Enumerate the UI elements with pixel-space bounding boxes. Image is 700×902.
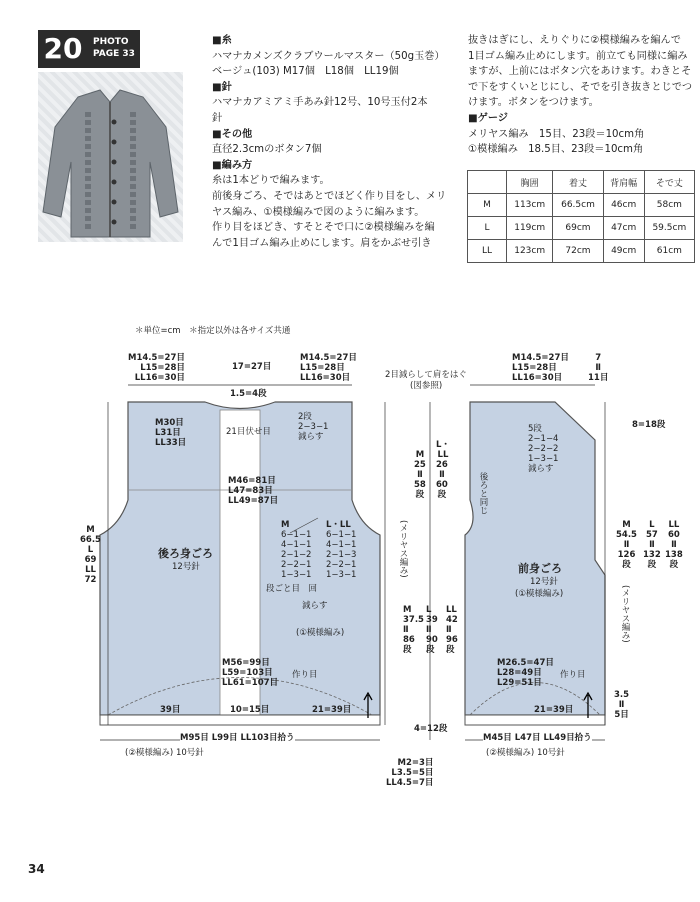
needle-line-2: 針 xyxy=(212,112,223,124)
front-hem-rib-2: Ⅱ xyxy=(618,700,625,710)
armhole-l-1: L・ xyxy=(436,440,450,450)
front-dec-4: 1−3−1 xyxy=(528,454,559,464)
neck-m: M2=3目 xyxy=(397,758,434,768)
front-height-m-1: M xyxy=(622,520,631,530)
size-table-header-cell: 胸囲 xyxy=(507,171,553,194)
front-shoulder-m: M14.5=27目 xyxy=(512,353,569,363)
yarn-line-1: ハマナカメンズクラブウールマスター（50g玉巻） xyxy=(212,50,445,62)
shoulder-decrease-label: 減らす xyxy=(298,432,324,442)
front-height-ll-3: Ⅱ xyxy=(671,540,677,550)
table-cell: 46cm xyxy=(603,194,644,217)
top-note-2: (図参照) xyxy=(410,381,443,391)
armhole-ll-label xyxy=(436,460,448,500)
side-l xyxy=(426,605,438,655)
bind-off-label: 21目伏せ目 xyxy=(226,427,271,437)
armhole-m-label xyxy=(414,450,426,500)
rib-height: 4=12段 xyxy=(414,724,448,734)
hem-mid: 10=15目 xyxy=(230,705,270,715)
hem-left: 39目 xyxy=(160,705,181,715)
front-height-ll-4: 138 xyxy=(665,550,683,560)
dec-m-5: 1−3−1 xyxy=(281,570,312,580)
unit-note: ＊単位=cm ＊指定以外は各サイズ共通 xyxy=(135,326,291,336)
front-height-l-3: Ⅱ xyxy=(649,540,655,550)
armhole-ll-3: 60 xyxy=(436,480,448,490)
needle-line-1: ハマナカアミアミ手あみ針12号、10号玉付2本 xyxy=(212,97,428,109)
method-cont-3: ますが、上前にはボタン穴をあけます。わきとそ xyxy=(468,66,692,78)
side-l-1: 39 xyxy=(426,615,438,625)
front-height-ll xyxy=(665,520,683,570)
back-height-l-val: 69 xyxy=(84,555,97,565)
back-bottom-ll: LL61=107目 xyxy=(222,678,279,688)
top-note: 2目減らして肩をはぐ xyxy=(385,370,467,380)
size-table-header-cell: 背肩幅 xyxy=(603,171,644,194)
front-bottom-m: M26.5=47目 xyxy=(497,658,554,668)
dec-l-2: 4−1−1 xyxy=(326,540,357,550)
dec-m-head: M xyxy=(281,520,290,530)
side-l-2: Ⅱ xyxy=(426,625,432,635)
front-bottom-ll: L29=51目 xyxy=(497,678,542,688)
method-cont-5: けます。ボタンをつけます。 xyxy=(468,97,599,109)
dec-m-4: 2−2−1 xyxy=(281,560,312,570)
neck-triangle-values xyxy=(386,758,433,788)
hem-right: 21=39目 xyxy=(312,705,352,715)
side-l-head: L xyxy=(426,605,432,615)
dec-m-3: 2−1−2 xyxy=(281,550,312,560)
armhole-l-2: LL xyxy=(437,450,449,460)
front-neck-width-1: 7 xyxy=(595,353,602,363)
gauge-line-1: メリヤス編み 15目、23段＝10cm角 xyxy=(468,128,645,140)
dec-label: 減らす xyxy=(302,601,328,611)
front-cast-on: 作り目 xyxy=(560,670,586,680)
side-m-2: Ⅱ xyxy=(403,625,409,635)
pattern-number-badge: 20 xyxy=(38,30,88,68)
back-bottom-l: L59=103目 xyxy=(222,668,273,678)
table-cell: 113cm xyxy=(507,194,553,217)
side-m-head: M xyxy=(403,605,412,615)
table-cell: 49cm xyxy=(603,240,644,263)
front-bottom-stitches xyxy=(497,658,554,688)
front-dec-2: 2−1−4 xyxy=(528,434,559,444)
size-table-header-cell: 着丈 xyxy=(553,171,603,194)
table-cell: 58cm xyxy=(644,194,694,217)
front-height-m-5: 段 xyxy=(622,560,631,570)
side-ll-4: 段 xyxy=(446,645,455,655)
side-l-3: 90 xyxy=(426,635,438,645)
side-ll-1: 42 xyxy=(446,615,458,625)
back-height-m: M xyxy=(86,525,95,535)
back-hem-total: M95目 L99目 LL103目拾う xyxy=(180,733,295,743)
back-height-ll-val: 72 xyxy=(84,575,97,585)
gauge-heading: ■ゲージ xyxy=(468,112,508,124)
dec-note: 段ごと目 回 xyxy=(266,584,318,594)
back-height-m-val: 66.5 xyxy=(80,535,101,545)
back-upper-l: L31目 xyxy=(155,428,181,438)
armhole-ll-1: 26 xyxy=(436,460,448,470)
side-ll-3: 96 xyxy=(446,635,458,645)
front-height-l-1: L xyxy=(649,520,655,530)
front-decrease xyxy=(528,424,558,474)
center-stitches-l: L47=83目 xyxy=(228,486,273,496)
method-line-3: ヤス編み、①模様編みで図のように編みます。 xyxy=(212,206,425,218)
front-hem: 21=39目 xyxy=(534,705,574,715)
method-cont-4: で下をすくいとじにし、そでを引き抜きとじでつ xyxy=(468,81,693,93)
front-height-l-4: 132 xyxy=(643,550,661,560)
dec-l-head: L・LL xyxy=(326,520,351,530)
shoulder-decrease xyxy=(298,412,328,442)
method-cont-2: 1目ゴム編み止めにします。前立ても同様に編み xyxy=(468,50,688,62)
side-m-1: 37.5 xyxy=(403,615,424,625)
side-m-4: 段 xyxy=(403,645,412,655)
back-upper-m: M30目 xyxy=(155,418,184,428)
back-shoulder-right-m: M14.5=27目 xyxy=(300,353,357,363)
back-neck-depth: 1.5=4段 xyxy=(230,389,267,399)
table-cell: M xyxy=(468,194,507,217)
front-height-m-2: 54.5 xyxy=(616,530,637,540)
front-shoulder-ll: LL16=30目 xyxy=(512,373,563,383)
back-shoulder-left-m: M14.5=27目 xyxy=(128,353,185,363)
other-line-1: 直径2.3cmのボタン7個 xyxy=(212,144,322,156)
front-neck-height: 8=18段 xyxy=(632,420,666,430)
yarn-heading: ■糸 xyxy=(212,35,232,46)
front-shoulder xyxy=(512,353,569,383)
armhole-ll-4: 段 xyxy=(437,490,447,500)
table-cell: 47cm xyxy=(603,217,644,240)
method-heading: ■編み方 xyxy=(212,159,253,171)
front-height-ll-5: 段 xyxy=(669,560,679,570)
armhole-ll-2: Ⅱ xyxy=(439,470,445,480)
front-height-m-4: 126 xyxy=(617,550,636,560)
table-cell: 119cm xyxy=(507,217,553,240)
page-number: 34 xyxy=(28,862,45,876)
armhole-m-1: M xyxy=(415,450,425,460)
method-line-1: 糸は1本どりで編みます。 xyxy=(212,175,330,187)
front-height-l xyxy=(643,520,661,570)
front-meriyasu-label: (メリヤス編み) xyxy=(620,585,630,643)
front-pattern: (①模様編み) xyxy=(515,589,564,599)
side-ll-head: LL xyxy=(446,605,457,615)
neck-l: L3.5=5目 xyxy=(391,768,434,778)
back-shoulder-left-l: L15=28目 xyxy=(140,363,185,373)
front-hem-label: (②模様編み) 10号針 xyxy=(486,748,565,758)
back-shoulder-left xyxy=(128,353,185,383)
table-cell: L xyxy=(468,217,507,240)
back-neck-width: 17=27目 xyxy=(232,362,272,372)
front-dec-5: 減らす xyxy=(528,464,554,474)
back-pattern-label: (①模様編み) xyxy=(296,628,345,638)
front-height-l-2: 57 xyxy=(645,530,658,540)
side-m xyxy=(403,605,424,655)
front-height-l-5: 段 xyxy=(647,560,657,570)
front-height-ll-2: 60 xyxy=(667,530,680,540)
table-cell: LL xyxy=(468,240,507,263)
table-cell: 66.5cm xyxy=(553,194,603,217)
back-hem-label: (②模様編み) 10号針 xyxy=(125,748,204,758)
back-decrease-l xyxy=(326,520,356,580)
front-dec-3: 2−2−2 xyxy=(528,444,559,454)
front-hem-rib xyxy=(465,715,605,725)
center-stitches-ll: LL49=87目 xyxy=(228,496,279,506)
side-ll-2: Ⅱ xyxy=(446,625,452,635)
dec-m-1: 6−1−1 xyxy=(281,530,312,540)
side-l-4: 段 xyxy=(426,645,435,655)
table-cell: 61cm xyxy=(644,240,694,263)
dec-m-2: 4−1−1 xyxy=(281,540,312,550)
yarn-line-2: ベージュ(103) M17個 L18個 LL19個 xyxy=(212,66,399,78)
badge-photo-label: PHOTO xyxy=(93,37,129,47)
front-height-m-3: Ⅱ xyxy=(623,540,630,550)
front-hem-rib-3: 5目 xyxy=(614,710,629,720)
method-line-2: 前後身ごろ、そではあとでほどく作り目をし、メリ xyxy=(212,190,447,202)
side-m-3: 86 xyxy=(403,635,415,645)
back-bottom-stitches xyxy=(222,658,278,688)
table-cell: 59.5cm xyxy=(644,217,694,240)
shoulder-decrease-rows: 2段 xyxy=(298,412,312,422)
front-neck-width xyxy=(588,353,608,383)
front-title: 前身ごろ xyxy=(518,562,562,575)
size-table-header-cell: そで丈 xyxy=(644,171,694,194)
dec-l-1: 6−1−1 xyxy=(326,530,357,540)
back-height-l: L xyxy=(87,545,94,555)
armhole-m-5: 段 xyxy=(415,490,425,500)
dec-l-5: 1−3−1 xyxy=(326,570,357,580)
back-shoulder-left-ll: LL16=30目 xyxy=(134,373,185,383)
front-hem-rib xyxy=(614,690,629,720)
method-line-5: んで1目ゴム編み止めにします。肩をかぶせ引き xyxy=(212,237,432,249)
gauge-line-2: ①模様編み 18.5目、23段＝10cm角 xyxy=(468,144,644,156)
back-upper-ll: LL33目 xyxy=(155,438,187,448)
armhole-m-3: Ⅱ xyxy=(417,470,423,480)
back-title: 後ろ身ごろ xyxy=(158,547,213,560)
front-hem-rib-1: 3.5 xyxy=(614,690,630,700)
back-height-ll: LL xyxy=(85,565,96,575)
front-height-m xyxy=(616,520,637,570)
back-shoulder-right-ll: LL16=30目 xyxy=(300,373,351,383)
shoulder-decrease-pattern: 2−3−1 xyxy=(298,422,329,432)
back-upper-stitches xyxy=(155,418,186,448)
same-as-back-label: 後ろと同じ xyxy=(478,472,488,515)
side-ll xyxy=(446,605,458,655)
back-shoulder-right-l: L15=28目 xyxy=(300,363,345,373)
neck-ll: LL4.5=7目 xyxy=(386,778,434,788)
badge-page-label: PAGE 33 xyxy=(93,49,135,59)
armhole-m-2: 25 xyxy=(414,460,426,470)
other-heading: ■その他 xyxy=(212,128,253,140)
front-hem-total: M45目 L47目 LL49目拾う xyxy=(483,733,592,743)
back-decrease-m xyxy=(281,520,311,580)
front-bottom-l: L28=49目 xyxy=(497,668,542,678)
dec-l-4: 2−2−1 xyxy=(326,560,357,570)
back-bottom-m: M56=99目 xyxy=(222,658,270,668)
table-cell: 123cm xyxy=(507,240,553,263)
center-stitches xyxy=(228,476,278,506)
back-needle: 12号針 xyxy=(172,562,200,572)
front-height-ll-1: LL xyxy=(668,520,680,530)
method-line-4: 作り目をほどき、すそとそで口に②模様編みを編 xyxy=(212,222,435,234)
armhole-l-label xyxy=(436,440,450,460)
table-cell: 69cm xyxy=(553,217,603,240)
back-hem-rib xyxy=(100,715,380,725)
center-stitches-m: M46=81目 xyxy=(228,476,276,486)
back-height-label xyxy=(80,525,101,585)
method-cont-1: 抜きはぎにし、えりぐりに②模様編みを編んで xyxy=(468,35,681,46)
front-needle: 12号針 xyxy=(530,577,558,587)
front-neck-width-3: 11目 xyxy=(588,373,609,383)
table-cell: 72cm xyxy=(553,240,603,263)
front-shoulder-l: L15=28目 xyxy=(512,363,557,373)
front-dec-1: 5段 xyxy=(528,424,542,434)
front-neck-width-2: Ⅱ xyxy=(595,363,601,373)
dec-l-3: 2−1−3 xyxy=(326,550,357,560)
needle-heading: ■針 xyxy=(212,81,232,93)
armhole-m-4: 58 xyxy=(414,480,426,490)
back-meriyasu-label: (メリヤス編み) xyxy=(398,520,408,578)
back-shoulder-right xyxy=(300,353,357,383)
back-cast-on: 作り目 xyxy=(292,670,318,680)
